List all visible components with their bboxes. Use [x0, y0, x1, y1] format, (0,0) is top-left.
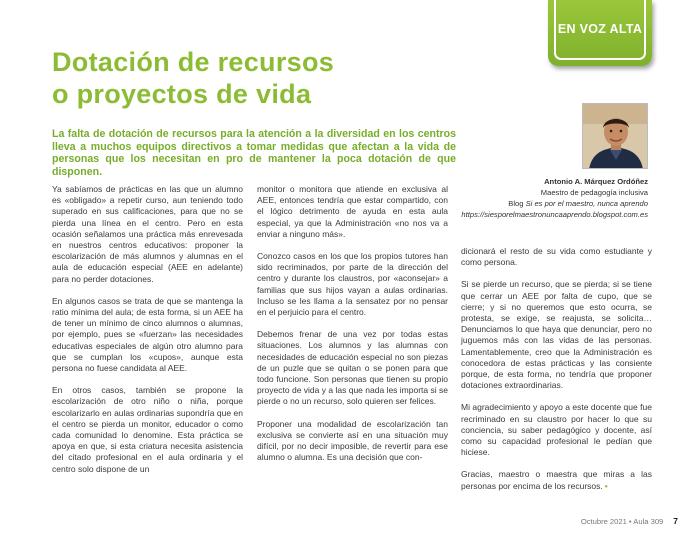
end-of-article-mark: • — [604, 480, 608, 491]
author-portrait-icon — [583, 104, 648, 169]
paragraph: Debemos frenar de una vez por todas estas situaciones. Los alumnos y las alumnas con necesidades de educación especial no son piezas de un puzle que se quitan o se ponen para que todo funcione. Son personas que tienen su propio proyecto de vida y a las que nada les importa si se pierde o no un recurso, solo quieren ser felices. — [257, 329, 448, 407]
article-title — [52, 46, 492, 110]
paragraph: En otros casos, también se propone la escolarización de otro niño o niña, porque escolarizarlo en aulas ordinarias supondría que en el centro se pierda un monitor, educador o como cada comunidad lo denomine. Esta práctica se apoya en que, si esta criatura necesita asistencia del citado profesional en el aula ordinaria y el centro solo dispone de un — [52, 385, 243, 474]
paragraph: dicionará el resto de su vida como estudiante y como persona. — [461, 246, 652, 268]
lead-paragraph: La falta de dotación de recursos para la atención a la diversidad en los centros lleva a muchos equipos directivos a tomar medidas que afectan a la vida de personas que los necesitan en pro de mantener la poca dotación de que disponen. — [52, 128, 456, 178]
author-role: Maestro de pedagogía inclusiva — [540, 188, 648, 197]
paragraph: monitor o monitora que atiende en exclusiva al AEE, entonces tendría que estar compartido, con el lógico detrimento de ayuda en esta aula especial, ya que la Administración «no nos va a enviar a ninguno más». — [257, 184, 448, 239]
body-column-3 — [461, 246, 652, 492]
paragraph: Ya sabíamos de prácticas en las que un alumno es «obligado» a repetir curso, aun teniendo todo superado en sus calificaciones, para que no se pierda una línea en el centro. Pero en esta ocasión señalamos una práctica más enrevesada en nuestros centros educativos: proponer la escolarización de más alumnos y alumnas en el aula de educación especial (AEE en adelante) para no perder dotaciones. — [52, 184, 243, 284]
page-number: 7 — [673, 516, 678, 526]
paragraph: Conozco casos en los que los propios tutores han sido recriminados, por parte de la dirección del centro y durante los claustros, por «aconsejar» a familias que sus hijos vayan a aulas ordinarias. Incluso se les llama a la sensatez por no pensar en el perjuicio para el centro. — [257, 251, 448, 318]
paragraph: Si se pierde un recurso, que se pierda; si se tiene que cerrar un AEE por falta de cupo, que se cierre; y si no queremos que esto ocurra, se protesta, se exige, se reajusta, se solicita… Denunciamos lo que haya que denunciar, pero no juguemos más con las vidas de las personas. Lamentablemente, creo que la Administración es conocedora de estas prácticas y las consiente porque, de esta forma, no tendría que proponer dotaciones extraordinarias. — [461, 279, 652, 391]
paragraph: En algunos casos se trata de que se mantenga la ratio mínima del aula; de esta forma, si un AEE ha de tener un mínimo de cinco alumnos o alumnas, por ejemplo, pues se «fuerzan» las necesidades educativas especiales de algún otro alumno para que se cumplan los «cupos», aunque esta persona no fuese candidata al AEE. — [52, 295, 243, 374]
closing-paragraph: Gracias, maestro o maestra que miras a las personas por encima de los recursos. — [461, 469, 652, 491]
paragraph: Proponer una modalidad de escolarización tan exclusiva se convierte así en una situación muy difícil, por no decir imposible, de revertir para ese alumno o alumna. Es una decisión que con- — [257, 418, 448, 463]
author-blog-prefix: Blog — [508, 199, 524, 208]
section-tab — [548, 0, 652, 66]
page-footer — [581, 516, 678, 526]
author-blog-link[interactable]: https://siesporelmaestronuncaaprendo.blogspot.com.es — [461, 210, 648, 219]
author-photo — [582, 103, 648, 169]
issue-info: Octubre 2021 • Aula 309 — [580, 517, 664, 526]
body-column-1 — [52, 184, 243, 486]
article-title-line-2: o proyectos de vida — [52, 79, 312, 109]
section-tab-label: EN VOZ ALTA — [554, 0, 646, 60]
author-blog-title: Si es por el maestro, nunca aprendo — [525, 199, 648, 208]
author-name: Antonio A. Márquez Ordóñez — [544, 177, 648, 186]
article-title-line-1: Dotación de recursos — [52, 47, 335, 77]
paragraph: Mi agradecimiento y apoyo a este docente que fue recriminado en su claustro por hacer lo que su conciencia, su saber pedagógico y docente, así como su capacidad profesional le pedían que hiciese. — [461, 402, 652, 458]
body-column-2 — [257, 184, 448, 474]
